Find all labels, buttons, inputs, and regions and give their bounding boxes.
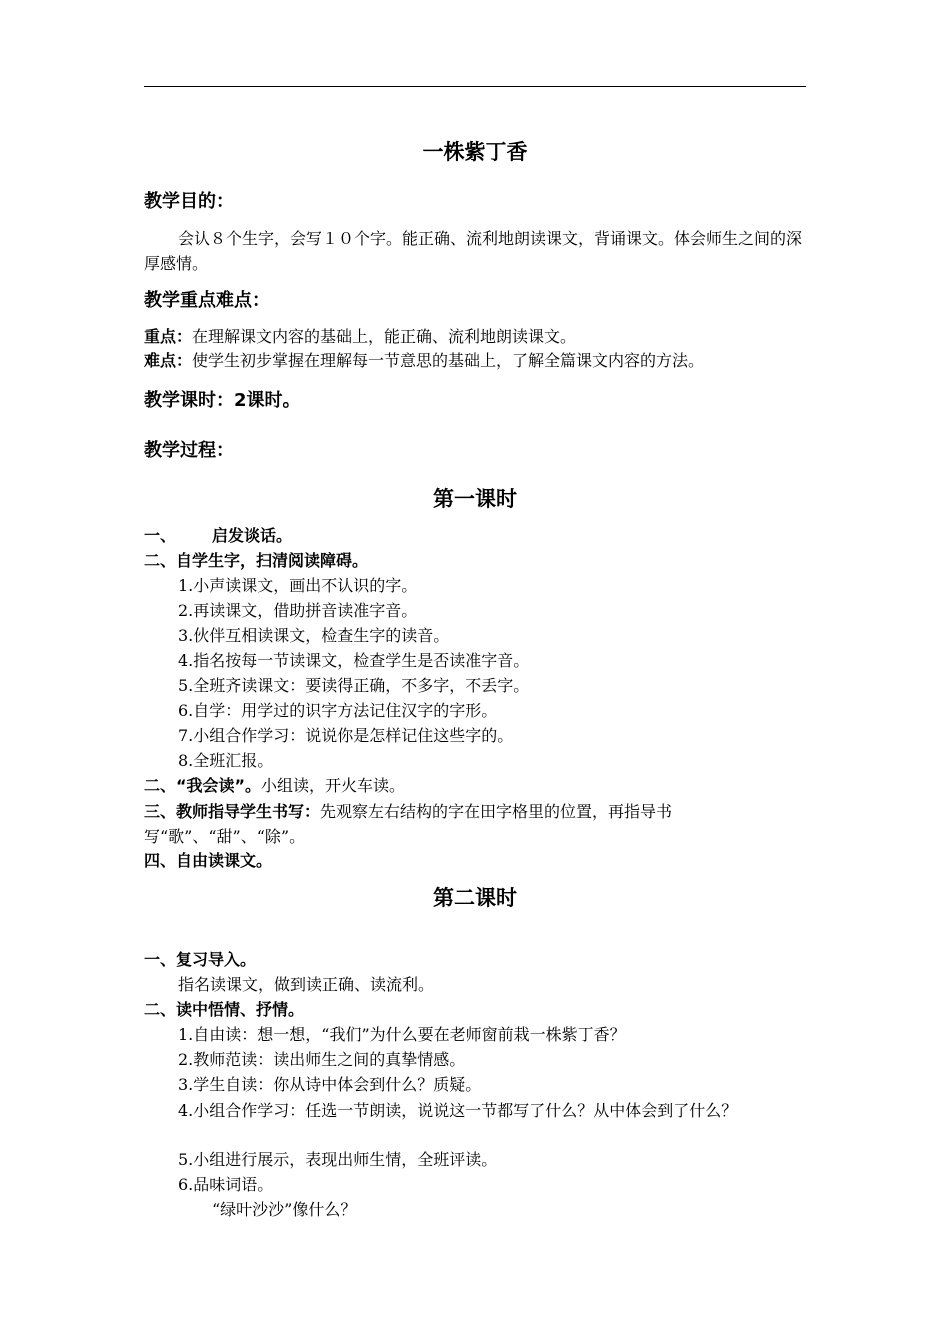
focus-text: 在理解课文内容的基础上，能正确、流利地朗读课文。 <box>192 327 577 346</box>
lesson1-s1-num: 一、 <box>144 526 177 545</box>
process-heading: 教学过程： <box>144 440 234 461</box>
lesson1-s1-text: 启发谈话。 <box>212 526 293 545</box>
lesson1-s5: 四、自由读课文。 <box>144 851 273 870</box>
lesson1-s3-label: 二、“我会读”。 <box>144 776 262 795</box>
lesson2-s1-body: 指名读课文，做到读正确、读流利。 <box>178 975 435 994</box>
lesson1-s3-text: 小组读，开火车读。 <box>261 776 406 795</box>
lesson1-step: 6.自学：用学过的识字方法记住汉字的字形。 <box>178 701 498 720</box>
lesson2-step: 6.品味词语。 <box>178 1175 274 1194</box>
difficulty-label: 难点： <box>144 351 193 370</box>
lesson1-s4-text: 先观察左右结构的字在田字格里的位置，再指导书写“歌”、“甜”、“除”。 <box>144 802 673 846</box>
page-title: 一株紫丁香 <box>422 140 528 164</box>
lesson2-sub: “绿叶沙沙”像什么？ <box>212 1200 357 1219</box>
lesson1-s4-label: 三、教师指导学生书写： <box>144 802 321 821</box>
lesson1-step: 8.全班汇报。 <box>178 751 274 770</box>
lesson2-s1: 一、复习导入。 <box>144 950 257 969</box>
focus-line <box>144 327 576 347</box>
objective-body: 会认８个生字，会写１０个字。能正确、流利地朗读课文，背诵课文。体会师生之间的深厚感情。 <box>144 229 803 273</box>
lesson2-title: 第二课时 <box>433 886 517 910</box>
lesson2-step: 2.教师范读：读出师生之间的真挚情感。 <box>178 1050 466 1069</box>
lesson1-step: 5.全班齐读课文：要读得正确，不多字，不丢字。 <box>178 676 530 695</box>
difficulty-line <box>144 351 704 371</box>
lesson2-step: 1.自由读：想一想，“我们”为什么要在老师窗前栽一株紫丁香？ <box>178 1025 626 1044</box>
lesson1-step: 1.小声读课文，画出不认识的字。 <box>178 576 418 595</box>
lesson1-s4 <box>144 799 808 849</box>
focus-label: 重点： <box>144 327 193 346</box>
key-heading: 教学重点难点： <box>144 290 270 311</box>
lesson1-step: 3.伙伴互相读课文，检查生字的读音。 <box>178 626 450 645</box>
hours-heading: 教学课时：2课时。 <box>144 390 301 411</box>
lesson1-step: 4.指名按每一节读课文，检查学生是否读准字音。 <box>178 651 530 670</box>
lesson1-title: 第一课时 <box>433 487 517 511</box>
header-rule <box>144 86 806 87</box>
objective-heading: 教学目的： <box>144 191 234 212</box>
lesson2-step: 3.学生自读：你从诗中体会到什么？质疑。 <box>178 1075 482 1094</box>
lesson1-s3 <box>144 776 405 796</box>
lesson2-step: 5.小组进行展示，表现出师生情，全班评读。 <box>178 1150 498 1169</box>
lesson1-s2: 二、自学生字，扫清阅读障碍。 <box>144 551 369 570</box>
lesson2-step: 4.小组合作学习：任选一节朗读，说说这一节都写了什么？从中体会到了什么？ <box>178 1101 738 1120</box>
lesson1-step: 7.小组合作学习：说说你是怎样记住这些字的。 <box>178 726 514 745</box>
lesson1-step: 2.再读课文，借助拼音读准字音。 <box>178 601 418 620</box>
lesson2-s2: 二、读中悟情、抒情。 <box>144 1000 305 1019</box>
difficulty-text: 使学生初步掌握在理解每一节意思的基础上，了解全篇课文内容的方法。 <box>192 351 705 370</box>
